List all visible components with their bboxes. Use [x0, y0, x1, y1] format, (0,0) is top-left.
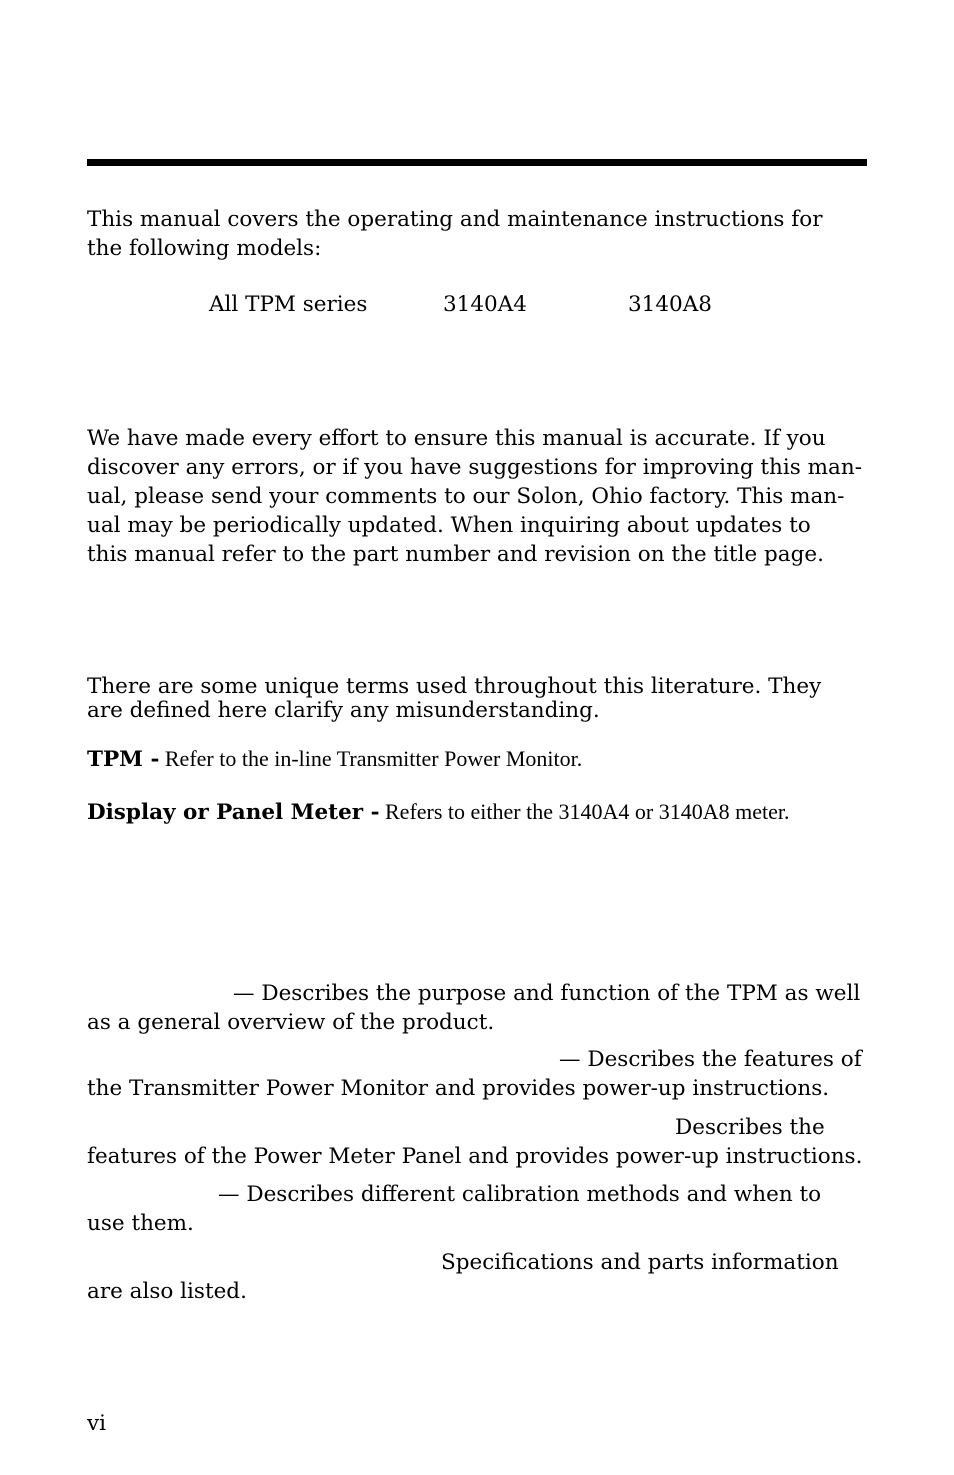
term-tpm-label: TPM -: [87, 747, 160, 772]
term-display-panel-meter: [87, 797, 789, 827]
chapter-1-line-2: as a general overview of the product.: [87, 1010, 495, 1035]
accuracy-line-2: discover any errors, or if you have suggestions for improving this man-: [87, 455, 862, 480]
term-tpm-definition: Refer to the in-line Transmitter Power Monitor.: [159, 746, 583, 771]
term-display-label: Display or Panel Meter -: [87, 800, 380, 825]
page-number: vi: [87, 1411, 107, 1436]
chapter-5-line-2: are also listed.: [87, 1279, 247, 1304]
model-3140a8: 3140A8: [628, 292, 712, 317]
term-tpm: [87, 744, 582, 774]
chapter-4-line-1: — Describes different calibration methods and when to: [218, 1182, 822, 1207]
chapter-4-line-2: use them.: [87, 1211, 194, 1236]
chapter-2-line-2: the Transmitter Power Monitor and provides power-up instructions.: [87, 1076, 830, 1101]
chapter-2-line-1: — Describes the features of: [559, 1047, 862, 1072]
term-display-definition: Refers to either the 3140A4 or 3140A8 meter.: [379, 799, 790, 824]
chapter-5-line-1: Specifications and parts information: [441, 1250, 839, 1275]
model-all-tpm: All TPM series: [209, 292, 368, 317]
terms-intro-line-2: are defined here clarify any misunderstanding.: [87, 698, 600, 723]
accuracy-line-1: We have made every effort to ensure this manual is accurate. If you: [87, 426, 826, 451]
accuracy-line-5: this manual refer to the part number and revision on the title page.: [87, 542, 824, 567]
chapter-3-line-1: Describes the: [675, 1115, 825, 1140]
intro-line-1: This manual covers the operating and maintenance instructions for: [87, 207, 823, 232]
model-3140a4: 3140A4: [443, 292, 527, 317]
chapter-3-line-2: features of the Power Meter Panel and provides power-up instructions.: [87, 1144, 863, 1169]
terms-intro-line-1: There are some unique terms used throughout this literature. They: [87, 674, 822, 699]
intro-line-2: the following models:: [87, 236, 322, 261]
header-rule: [87, 159, 867, 166]
chapter-1-line-1: — Describes the purpose and function of the TPM as well: [233, 981, 861, 1006]
accuracy-line-4: ual may be periodically updated. When inquiring about updates to: [87, 513, 811, 538]
accuracy-line-3: ual, please send your comments to our Solon, Ohio factory. This man-: [87, 484, 845, 509]
